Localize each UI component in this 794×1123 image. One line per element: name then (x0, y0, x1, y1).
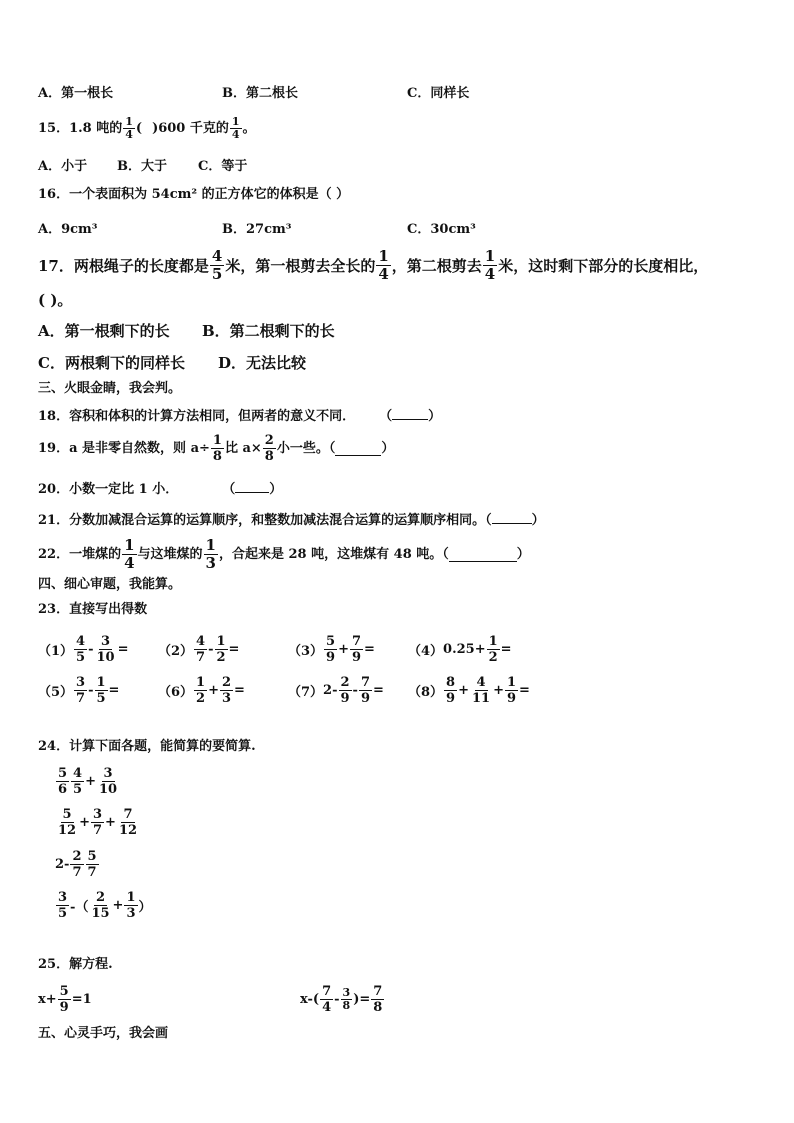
fraction: $\frac{1}{2}$ (488, 634, 498, 665)
fraction: 2 9 (340, 675, 350, 706)
fraction: $\frac{1}{9}$ (507, 675, 517, 706)
fraction: 4 7 (196, 634, 206, 665)
question-19: 19．a 是非零自然数，则 a÷ $\frac{1}{8}$ 比 a× $\frac{2}{8}$ 小一些。（ ） (38, 433, 395, 464)
q15-option-c: C．等于 (198, 159, 248, 174)
q25-equation-1: x+ $\frac{5}{9}$ =1 (38, 984, 92, 1015)
q24-expression-3: 2- 2 7 5 7 (55, 849, 97, 880)
q24-expression-4: 3 5 -（ 2 15 + $\frac{1}{3}$ ） (58, 890, 152, 921)
q16-option-a: A．9cm³ (38, 222, 98, 237)
question-17: 17．两根绳子的长度都是 4 5 米，第一根剪去全长的 1 4 ，第二根剪去 1 4 米，这时剩下部分的长度相比， (38, 247, 709, 283)
q23-item: （4） 0.25+ $\frac{1}{2}$ = (408, 634, 512, 665)
section-3-title: 三、火眼金睛，我会判。 (38, 381, 182, 396)
fraction: 3 7 (76, 675, 86, 706)
q15-option-b: B．大于 (117, 159, 167, 174)
q16-option-c: C．30cm³ (407, 222, 476, 237)
fraction: 4 5 (76, 634, 86, 665)
question-20: 20．小数一定比 1 小． （ ） (38, 478, 282, 499)
q14-option-b: B．第二根长 (222, 86, 298, 101)
fraction: $\frac{7}{9}$ (352, 634, 362, 665)
question-22: 22．一堆煤的 1 4 与这堆煤的 1 3 ，合起来是 28 吨，这堆煤有 48 吨。（ ） (38, 536, 530, 572)
question-24-title: 24．计算下面各题，能简算的要简算. (38, 739, 256, 754)
q25-equation-2: x-( 7 4 - 3 8 )= $\frac{7}{8}$ (300, 984, 383, 1015)
section-4-title: 四、细心审题，我能算。 (38, 577, 182, 592)
q17-option-d: D．无法比较 (218, 354, 307, 372)
q23-item: （5） 3 7 - $\frac{1}{5}$ = (38, 675, 120, 706)
question-16: 16．一个表面积为 54cm² 的正方体它的体积是（ ） (38, 187, 350, 202)
question-23-title: 23．直接写出得数 (38, 602, 148, 617)
q17-option-c: C．两根剩下的同样长 (38, 354, 185, 372)
q23-item: （2） 4 7 - $\frac{1}{2}$ = (158, 634, 240, 665)
fraction: $\frac{4}{11}$ (472, 675, 491, 706)
fraction: $\frac{1}{2}$ (216, 634, 226, 665)
q16-option-b: B．27cm³ (222, 222, 292, 237)
fraction: 5 9 (326, 634, 336, 665)
q17-option-a: A．第一根剩下的长 (38, 322, 170, 340)
fraction: 8 9 (446, 675, 456, 706)
q17-option-b: B．第二根剩下的长 (202, 322, 335, 340)
q23-item: （7） 2- 2 9 - $\frac{7}{9}$ = (288, 675, 384, 706)
question-18: 18．容积和体积的计算方法相同，但两者的意义不同． （ ） (38, 405, 441, 426)
q24-expression-1: 5 6 4 5 + $\frac{3}{10}$ (58, 766, 118, 797)
section-5-title: 五、心灵手巧，我会画 (38, 1026, 169, 1041)
q24-expression-2: 5 12 + $\frac{3}{7}$ + $\frac{7}{12}$ (58, 807, 138, 838)
q14-option-c: C．同样长 (407, 86, 470, 101)
fraction: 1 2 (196, 675, 206, 706)
question-17-blank: ( )。 (38, 291, 73, 309)
question-15: 15． 1.8 吨的 1 4 ( )600 千克的 1 4 。 (38, 115, 256, 141)
q23-item: （3） 5 9 + $\frac{7}{9}$ = (288, 634, 375, 665)
q23-item: （6） 1 2 + $\frac{2}{3}$ = (158, 675, 245, 706)
question-21: 21．分数加减混合运算的运算顺序，和整数加减法混合运算的运算顺序相同。（ ） (38, 509, 545, 530)
fraction: $\frac{1}{5}$ (96, 675, 106, 706)
question-25-title: 25．解方程. (38, 957, 113, 972)
fraction: $\frac{7}{9}$ (360, 675, 370, 706)
q14-option-a: A．第一根长 (38, 86, 114, 101)
q23-item: （1） 4 5 - $\frac{3}{10}$ = (38, 634, 129, 665)
q15-option-a: A．小于 (38, 159, 88, 174)
fraction: $\frac{2}{3}$ (222, 675, 232, 706)
q23-item: （8） 8 9 + $\frac{4}{11}$ + $\frac{1}{9}$ = (408, 675, 530, 706)
fraction: $\frac{3}{10}$ (96, 634, 115, 665)
